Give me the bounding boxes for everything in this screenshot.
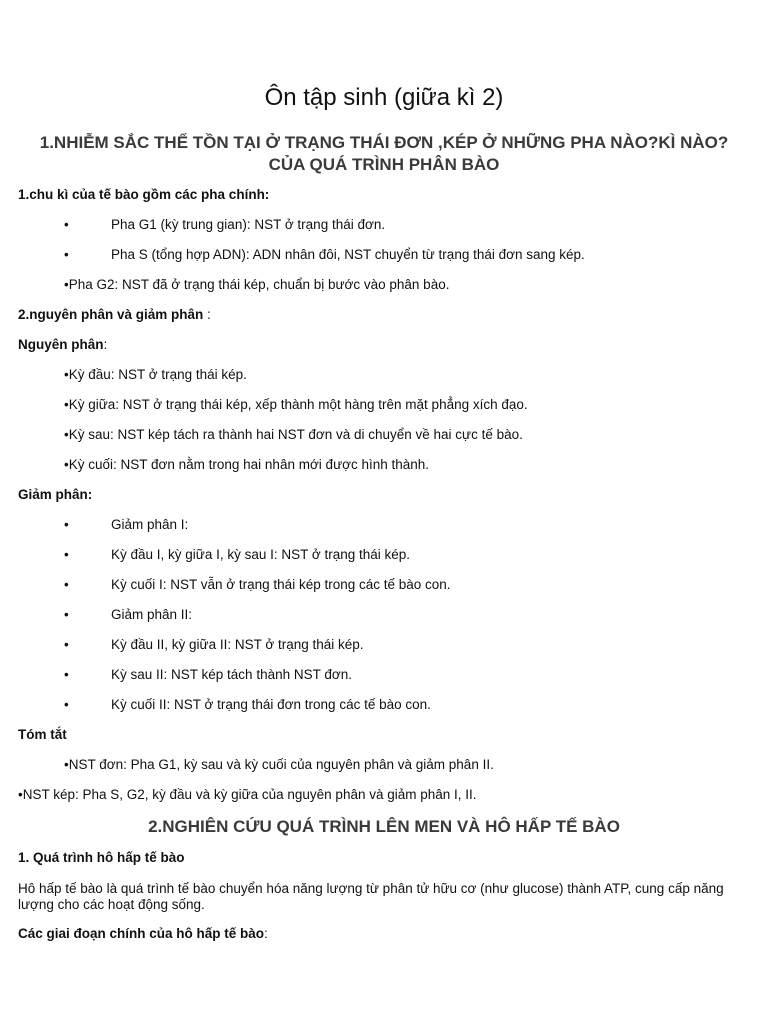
section-heading-2: 2.NGHIÊN CỨU QUÁ TRÌNH LÊN MEN VÀ HÔ HẤP TẾ BÀO [148, 817, 620, 836]
list-item: •Kỳ cuối: NST đơn nằm trong hai nhân mới được hình thành. [64, 457, 430, 472]
list-item: •NST đơn: Pha G1, kỳ sau và kỳ cuối của nguyên phân và giảm phân II. [64, 757, 494, 772]
bullet-dot: • [64, 217, 69, 232]
list-item: •Kỳ đầu: NST ở trạng thái kép. [64, 367, 247, 382]
bullet-dot: • [64, 247, 69, 262]
list-item: Giảm phân I: [111, 517, 189, 532]
list-item: Kỳ cuối II: NST ở trạng thái đơn trong các tế bào con. [111, 697, 431, 712]
list-item: Pha G1 (kỳ trung gian): NST ở trạng thái đơn. [111, 217, 386, 232]
bullet-dot: • [64, 667, 69, 682]
meiosis-title: Giảm phân: [18, 487, 93, 502]
respiration-paragraph: Hô hấp tế bào là quá trình tế bào chuyển hóa năng lượng từ phân tử hữu cơ (như glucose) thành ATP, cung cấp năng lượng cho các hoạt động sống. [18, 881, 724, 912]
mitosis-label: Nguyên phân [18, 337, 104, 352]
list-item: Pha S (tổng hợp ADN): ADN nhân đôi, NST chuyển từ trạng thái đơn sang kép. [111, 247, 585, 262]
list-item: Kỳ đầu I, kỳ giữa I, kỳ sau I: NST ở trạng thái kép. [111, 547, 411, 562]
document-title: Ôn tập sinh (giữa kì 2) [264, 84, 504, 111]
respiration-stages-colon: : [264, 926, 268, 941]
mitosis-colon: : [103, 337, 108, 352]
mitosis-meiosis-colon: : [203, 307, 211, 322]
list-item: Kỳ sau II: NST kép tách thành NST đơn. [111, 667, 352, 682]
list-item: •Kỳ giữa: NST ở trạng thái kép, xếp thành một hàng trên mặt phẳng xích đạo. [64, 397, 528, 412]
cell-cycle-title: 1.chu kì của tế bào gồm các pha chính: [18, 187, 270, 202]
list-item: Giảm phân II: [111, 607, 193, 622]
bullet-dot: • [64, 637, 69, 652]
list-item: Kỳ cuối I: NST vẫn ở trạng thái kép trong các tế bào con. [111, 577, 451, 592]
bullet-dot: • [64, 577, 69, 592]
bullet-dot: • [64, 517, 69, 532]
mitosis-meiosis-label: 2.nguyên phân và giảm phân [18, 307, 204, 322]
list-item: •Pha G2: NST đã ở trạng thái kép, chuẩn bị bước vào phân bào. [64, 277, 450, 292]
bullet-dot: • [64, 607, 69, 622]
section-heading-1: 1.NHIỄM SẮC THỂ TỒN TẠI Ở TRẠNG THÁI ĐƠN ,KÉP Ở NHỮNG PHA NÀO?KÌ NÀO?CỦA QUÁ TRÌNH PHÂN BÀO [39, 133, 729, 174]
list-item: •NST kép: Pha S, G2, kỳ đầu và kỳ giữa của nguyên phân và giảm phân I, II. [18, 787, 477, 802]
respiration-stages-title [18, 926, 268, 942]
mitosis-title [18, 337, 107, 353]
respiration-stages-label: Các giai đoạn chính của hô hấp tế bào [18, 926, 265, 941]
respiration-title: 1. Quá trình hô hấp tế bào [18, 850, 185, 865]
list-item: •Kỳ sau: NST kép tách ra thành hai NST đơn và di chuyển về hai cực tế bào. [64, 427, 523, 442]
bullet-dot: • [64, 547, 69, 562]
summary-title: Tóm tắt [18, 727, 67, 742]
mitosis-meiosis-title [18, 307, 211, 323]
bullet-dot: • [64, 697, 69, 712]
list-item: Kỳ đầu II, kỳ giữa II: NST ở trạng thái kép. [111, 637, 364, 652]
